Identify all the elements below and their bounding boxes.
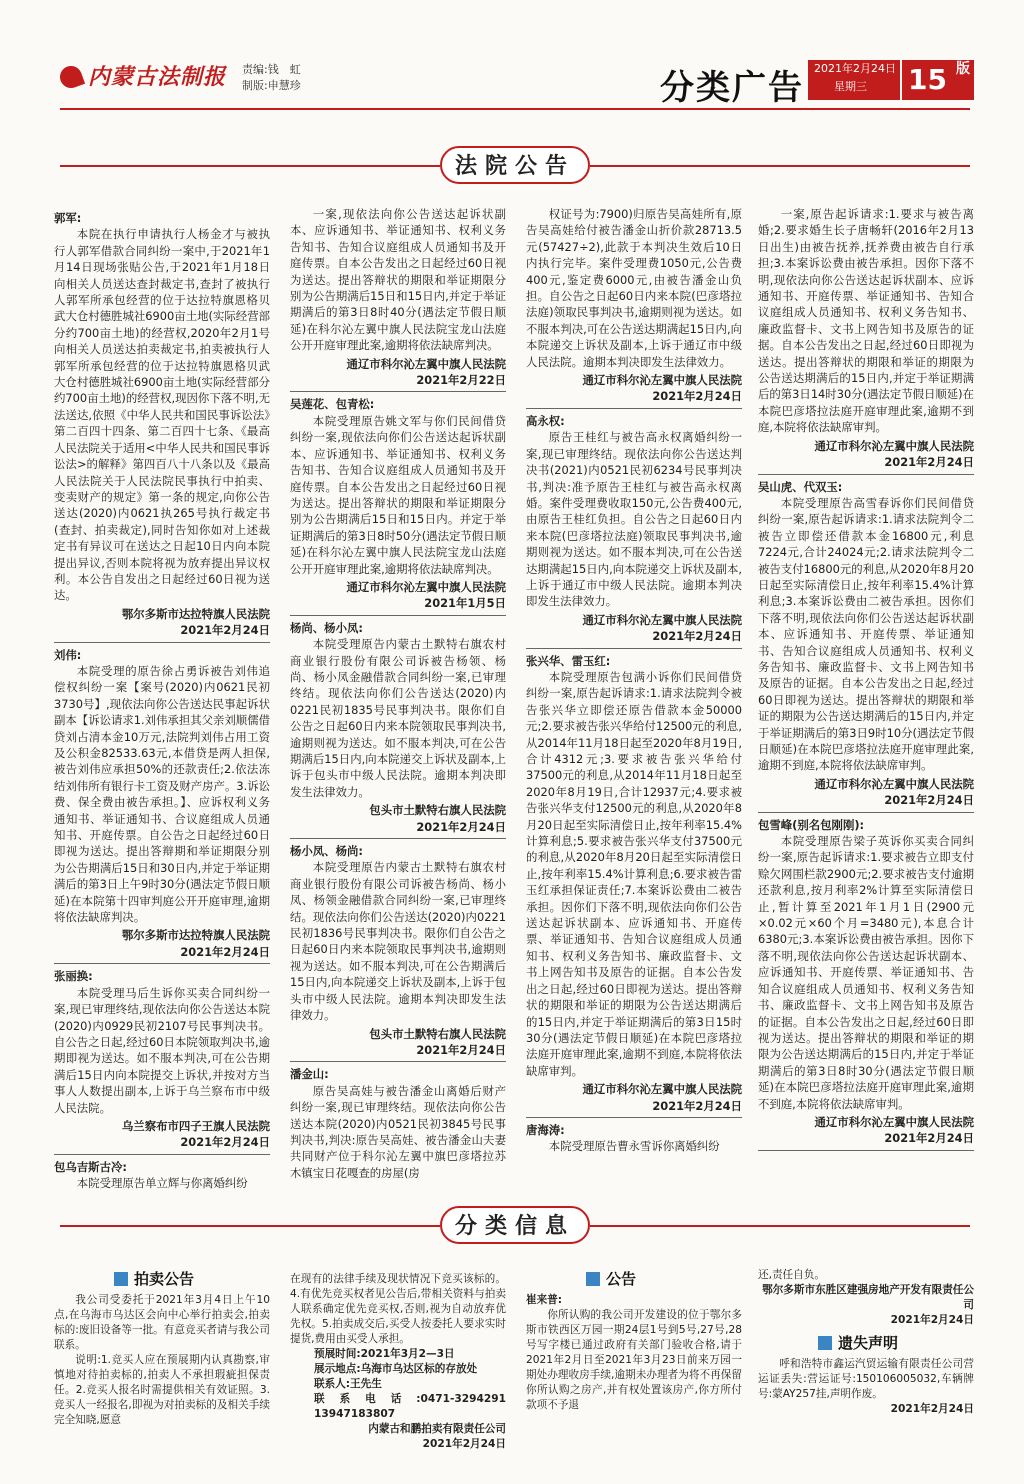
notice-addressee: 唐海涛: [526, 1122, 565, 1137]
notice-addressee: 吴莲花、包青松: [290, 397, 375, 412]
notice-body: 本院在执行申请执行人杨金才与被执行人郭军借款合同纠纷一案中,于2021年1月14日现场张贴公告,于2021年1月18日向相关人员送达查封裁定书,查封了被执行人郭军所承包经营的位于达拉特旗恩格贝武大仓村德胜城社6900亩土地(实际经营部分约700亩土地)的经营权,2020年2月1号向相关人员送达拍卖裁定书,拍卖被执行人郭军所承包经营的位于达拉特旗恩格贝武大仓村德胜城社6900亩土地(实际经营部分约700亩土地)的经营权,现因你下落不明,无法送达,依照《中华人民共和国民事诉讼法》第二百四十四条、第二百四十七条、《最高人民法院关于适用<中华人民共和国民事诉讼法>的解释》第四百八十八条以及《最高人民法院关于人民法院民事执行中拍卖、变卖财产的规定》第一条的规定,向你公告送达(2020)内0621执265号执行裁定书(查封、拍卖裁定),同时告知你如对上述裁定书有异议可在送达之日起10日内向本院提出异议,否则本院将视为放弃提出异议权利。本公告自发出之日起经过60日视为送达。 [54, 227, 270, 603]
header-rule [60, 108, 970, 110]
notice-addressee: 张丽换: [54, 969, 93, 984]
notice-court: 鄂尔多斯市达拉特旗人民法院 [121, 928, 270, 943]
notice-court: 通辽市科尔沁左翼中旗人民法院 [346, 579, 506, 594]
notice-body: 本院受理原告包满小诉你们民间借贷纠纷一案,原告起诉请求:1.请求法院判令被告张兴华立即偿还原告借款本金50000元;2.要求被告张兴华给付12500元的利息,从2014年11月18日起至2020年8月19日,合计4312元;3.要求被告张兴华给付37500元的利息,从2014年11月18日起至2020年8月19日,合计12937元;4.要求被告张兴华支付12500元的利息,从2020年8月20日起至实际清偿日止,按年利率15.4%计算利息;5.要求被告张兴华支付37500元的利息,从2020年8月20日起至实际清偿日止,按年利率15.4%计算利息;6.要求被告雷玉红承担保证责任;7.本案诉讼费由二被告承担。因你们下落不明,现依法向你们公告送达起诉状副本、应诉通知书、开庭传票、举证通知书、告知合议庭组成人员通知书、权利义务告知书、廉政监督卡、文书上网告知书及原告的证据。自本公告发出之日起,经过60日即视为送达。提出答辩状的期限和举证的期限为公告送达期满后的15日内,并定于举证期满后的第3日15时30分(遇法定节假日顺延)在本院巴彦塔拉法庭开庭审理此案,逾期不到庭,本院将依法缺席审判。 [526, 669, 742, 1078]
notice-body: 本院受理原告内蒙古土默特右旗农村商业银行股份有限公司诉被告杨尚、杨小凤、杨领金融借款合同纠纷一案,已审理终结。现依法向你们公告送达(2020)内0221民初1836号民事判决书。限你们自公告之日起60日内来本院领取民事判决书,逾期则视为送达。如不服本判决,可在公告期满后15日内,向本院递交上诉状及副本,上诉于包头市中级人民法院。逾期本判决即发生法律效力。 [290, 860, 506, 1023]
notice-body: 本院受理原告单立辉与你离婚纠纷 [76, 1176, 248, 1191]
notice-heading-text: 公告 [606, 1270, 637, 1288]
notice-body: 本院受理原告高雪春诉你们民间借贷纠纷一案,原告起诉请求:1.请求法院判令二被告立即偿还借款本金16800元,利息7224元,合计24024元;2.请求法院判令二被告支付16800元的利息,从2020年8月20日起至实际清偿日止,按年利率15.4%计算利息;3.本案诉讼费由二被告承担。因你们下落不明,现依法向你们公告送达起诉状副本、应诉通知书、开庭传票、举证通知书、告知合议庭组成人员通知书、权利义务告知书、廉政监督卡、文书上网告知书及原告的证据。自本公告发出之日起,经过60日即视为送达。提出答辩状的期限和举证的期限为公告送达期满后的15日内,并定于举证期满后的第3日9时10分(遇法定节假日顺延)在本院巴彦塔拉法庭开庭审理此案,逾期不到庭,本院将依法缺席审判。 [758, 495, 974, 773]
court-notice [54, 1159, 270, 1192]
notice-body: 本院受理原告内蒙古土默特右旗农村商业银行股份有限公司诉被告杨领、杨尚、杨小凤金融借款合同纠纷一案,已审理终结。现依法向你们公告送达(2020)内0221民初1835号民事判决书。限你们自公告之日起60日内来本院领取民事判决书,逾期则视为送达。如不服本判决,可在公告期满后15日内,向本院递交上诉状及副本,上诉于包头市中级人民法院。逾期本判决即发生法律效力。 [290, 637, 506, 799]
notice-body: 一案,原告起诉请求:1.要求与被告离婚;2.要求婚生长子唐畅轩(2016年2月13日出生)由被告抚养,抚养费由被告自行承担;3.本案诉讼费由被告承担。因你下落不明,现依法向你公告送达起诉状副本、应诉通知书、开庭传票、举证通知书、告知合议庭组成人员通知书、权利义务告知书、廉政监督卡、文书上网告知书及原告的证据。自本公告发出之日起,经过60日即视为送达。提出答辩状的期限和举证的期限为公告送达期满后的15日内,并定于举证期满后的第3日14时30分(遇法定节假日顺延)在本院巴彦塔拉法庭开庭审理此案,逾期不到庭,本院将依法缺席审判。 [758, 207, 974, 435]
notice-addressee: 潘金山: [290, 1067, 329, 1082]
notice-date: 2021年2月24日 [890, 1314, 974, 1326]
notice-date: 2021年2月24日 [526, 388, 742, 408]
notice-company: 鄂尔多斯市东胜区建强房地产开发有限责任公司 [762, 1284, 974, 1311]
notice-continued: 还,责任自负。 [758, 1269, 825, 1281]
masthead [60, 54, 976, 106]
auction-body: 我公司受委托于2021年3月4日上午10点,在乌海市乌达区会向中心举行拍卖会,拍卖标的:废旧设备等一批。有意竞买者请与我公司联系。 [54, 1294, 270, 1351]
notice-addressee: 杨尚、杨小凤: [290, 620, 363, 635]
notice-court: 通辽市科尔沁左翼中旗人民法院 [814, 438, 974, 453]
square-icon [818, 1336, 832, 1350]
notice-body: 本院受理马后生诉你买卖合同纠纷一案,现已审理终结,现依法向你公告送达本院(2020)内0929民初2107号民事判决书。自公告之日起,经过60日本院领取判决书,逾期即视为送达。如不服本判决,可在公告期满后15日内向本院提交上诉状,并按对方当事人人数提出副本,上诉于乌兰察布市中级人民法院。 [54, 985, 270, 1115]
auction-column-cont [290, 1264, 517, 1452]
notice-court: 包头市土默特右旗人民法院 [369, 1026, 506, 1041]
court-notice [526, 1122, 742, 1155]
production-label: 制版:申慧珍 [242, 79, 301, 92]
auction-company: 内蒙古和鹏拍卖有限责任公司 [368, 1423, 506, 1435]
auction-heading [114, 1272, 270, 1287]
banner-line-right [590, 1225, 970, 1227]
court-notice [290, 1066, 506, 1181]
classified-banner [60, 1206, 970, 1246]
page-number: 15 [908, 63, 947, 96]
issue-date: 2021年2月24日 [814, 62, 896, 75]
court-notice [758, 817, 974, 1151]
notice-addressee: 郭军: [54, 211, 82, 225]
notice-court: 通辽市科尔沁左翼中旗人民法院 [582, 612, 742, 627]
notice-body: 一案,现依法向你公告送达起诉状副本、应诉通知书、举证通知书、权利义务告知书、告知合议庭组成人员通知书及开庭传票。自本公告发出之日起经过60日视为送达。提出答辩状的期限和举证期限分别为公告期满后15日和15日内,并定于举证期满后的第3日8时40分(遇法定节假日顺延)在科尔沁左翼中旗人民法院宝龙山法庭公开开庭审理此案,逾期将依法缺席判决。 [290, 207, 506, 353]
notice-date: 2021年2月24日 [54, 944, 270, 964]
court-notice [526, 206, 742, 409]
notice-addressee: 高永权: [526, 413, 565, 428]
auction-notes: 说明:1.竞买人应在预展期内认真勘察,审慎地对待拍卖标的,拍卖人不承担瑕疵担保责任。2.竞买人报名时需提供相关有效证照。3.竞买人一经报名,即视为对拍卖标的及相关手续完全知晓,愿意 [54, 1354, 270, 1426]
notice-column-4 [758, 206, 974, 1154]
paper-name: 内蒙古法制报 [88, 64, 227, 90]
lost-heading [818, 1336, 974, 1351]
page-number-box [902, 60, 974, 100]
court-notice [758, 206, 974, 475]
classified-title: 分类信息 [440, 1206, 590, 1244]
notice-column-3 [526, 206, 742, 1155]
court-notice [290, 843, 506, 1062]
court-notices [54, 206, 974, 1191]
court-notice-banner [60, 146, 970, 186]
notice-addressee: 吴山虎、代双玉: [758, 479, 843, 494]
court-notice [526, 413, 742, 649]
notice-date: 2021年2月24日 [758, 1130, 974, 1150]
page-suffix: 版 [956, 61, 970, 77]
notice-body: 权证号为:7900)归原告吴高娃所有,原告吴高娃给付被告潘金山折价款28713.5元(57427÷2),此款于本判决生效后10日内执行完毕。案件受理费1050元,公告费400元,鉴定费6000元,由被告潘金山负担。自公告之日起60日内来本院(巴彦塔拉法庭)领取民事判决书,逾期则视为送达。如不服本判决,可在公告送达期满起15日内,向本院递交上诉状及副本,上诉于通辽市中级人民法院。逾期本判决即发生法律效力。 [526, 207, 742, 369]
banner-line-right [590, 165, 970, 167]
banner-line-left [60, 165, 440, 167]
notice-column [526, 1264, 742, 1413]
notice-body: 原告吴高娃与被告潘金山离婚后财产纠纷一案,现已审理终结。现依法向你公告送达本院(2020)内0521民初3845号民事判决书,判决:原告吴高娃、被告潘金山夫妻共同财产位于科尔沁左翼中旗巴彦塔拉苏木镇宝日花嘎查的房屋(房 [290, 1083, 506, 1180]
notice-body: 本院受理原告梁子英诉你买卖合同纠纷一案,原告起诉请求:1.要求被告立即支付赊欠网围栏款2900元;2.要求被告支付逾期还款利息,按月利率2%计算至实际清偿日止,暂计算至2021年1月1日(2900元×0.02元×60个月=3480元),本息合计6380元;3.本案诉讼费由被告承担。因你下落不明,现依法向你公告送达起诉状副本、应诉通知书、开庭传票、举证通知书、告知合议庭组成人员通知书、权利义务告知书、廉政监督卡、文书上网告知书及原告的证据。自本公告发出之日起,经过60日即视为送达。提出答辩状的期限和举证的期限为公告送达期满后的15日内,并定于举证期满后的第3日8时30分(遇法定节假日顺延)在本院巴彦塔拉法庭开庭审理此案,逾期不到庭,本院将依法缺席审判。 [758, 834, 974, 1111]
notice-addressee: 包雪峰(别名包刚刚): [758, 817, 865, 832]
notice-date: 2021年1月5日 [290, 595, 506, 615]
lost-body: 呼和浩特市鑫运汽贸运输有限责任公司营运证丢失:营运证号:150106005032,车辆牌号:蒙AY257挂,声明作废。 [758, 1358, 974, 1400]
notice-date: 2021年2月24日 [758, 792, 974, 812]
auction-continued: 在现有的法律手续及现状情况下竞买该标的。4.有优先竞买权者见公告后,带相关资料与拍卖人联系确定优先竞买权,否则,视为自动放弃优先权。5.拍卖成交后,买受人按委托人要求实时提货,费用由买受人承担。 [290, 1273, 506, 1345]
notice-date: 2021年2月24日 [54, 1134, 270, 1154]
banner-line-left [60, 1225, 440, 1227]
notice-column-1 [54, 206, 270, 1192]
court-notice [758, 479, 974, 813]
notice-date: 2021年2月24日 [54, 622, 270, 642]
editor-credits [242, 62, 301, 94]
notice-court: 通辽市科尔沁左翼中旗人民法院 [582, 373, 742, 388]
notice-court: 通辽市科尔沁左翼中旗人民法院 [582, 1082, 742, 1097]
auction-date: 2021年2月24日 [422, 1438, 506, 1450]
notice-body: 本院受理原告曹永雪诉你离婚纠纷 [548, 1139, 720, 1154]
notice-court: 鄂尔多斯市达拉特旗人民法院 [121, 606, 270, 621]
notice-column-2 [290, 206, 506, 1181]
date-box [808, 60, 900, 100]
notice-addressee: 刘伟: [54, 647, 82, 662]
lost-column [758, 1264, 974, 1417]
notice-body: 本院受理原告姚文军与你们民间借贷纠纷一案,现依法向你们公告送达起诉状副本、应诉通知书、举证通知书、权利义务告知书、告知合议庭组成人员通知书及开庭传票。自本公告发出之日起经过60日视为送达。提出答辩状的期限和举证期限分别为公告期满后15日和15日内。并定于举证期满后的第3日8时50分(遇法定节假日顺延)在科尔沁左翼中旗人民法院宝龙山法庭公开开庭审理此案,逾期将依法缺席判决。 [290, 413, 506, 576]
auction-preview: 预展时间:2021年3月2—3日 [314, 1348, 455, 1360]
notice-date: 2021年2月24日 [758, 454, 974, 474]
notice-heading [586, 1272, 742, 1287]
auction-phone: 联系电话:0471-3294291 13947183807 [314, 1393, 517, 1420]
court-notice-title: 法院公告 [440, 146, 590, 184]
court-notice [54, 968, 270, 1154]
editor-label: 责编:钱 虹 [242, 63, 301, 76]
section-title: 分类广告 [660, 68, 804, 108]
notice-date: 2021年2月24日 [290, 1042, 506, 1062]
notice-body: 本院受理的原告徐占勇诉被告刘伟追偿权纠纷一案【案号(2020)内0621民初3730号】,现依法向你公告送达民事起诉状副本【诉讼请求1.刘伟承担其父亲刘顺儒借贷刘占清本金10万元,法院判刘伟占用工资及公积金82533.63元,本借贷是两人担保,被告刘伟应承担50%的还款责任;2.依法冻结刘伟所有银行卡工资及财产房产。3.诉讼费、保全费由被告承担。】、应诉权利义务通知书、举证通知书、合议庭组成人员通知书、开庭传票。自公告之日起经过60日即视为送达。提出答辩期和举证期限分别为公告期满后15日和30日内,并定于举证期满后的第3日上午9时30分(遇法定节假日顺延)在本院第十四审判庭公开开庭审理,逾期将依法缺席判决。 [54, 663, 270, 925]
court-notice [290, 206, 506, 392]
lost-heading-text: 遗失声明 [838, 1334, 899, 1352]
court-notice [290, 620, 506, 839]
square-icon [586, 1272, 600, 1286]
notice-body: 你所认购的我公司开发建设的位于鄂尔多斯市铁西区万园一期24层1号到5号,27号,28号写字楼已通过政府有关部门验收合格,请于2021年2月日至2021年3月23日前来万园一期处办理收房手续,逾期未办理者为将不再保留你所认购之房产,并有权处置该房产,你方所付款项不予退 [526, 1309, 742, 1411]
court-notice [290, 396, 506, 615]
issue-weekday: 星期三 [834, 80, 867, 93]
notice-addressee: 崔来普: [526, 1294, 563, 1306]
notice-addressee: 包乌吉斯古冷: [54, 1159, 127, 1174]
notice-addressee: 杨小凤、杨尚: [290, 844, 363, 859]
auction-heading-text: 拍卖公告 [134, 1270, 195, 1288]
notice-court: 通辽市科尔沁左翼中旗人民法院 [814, 776, 974, 791]
classified-section [54, 1264, 974, 1474]
paper-logo [60, 60, 226, 91]
notice-court: 乌兰察布市四子王旗人民法院 [121, 1118, 270, 1133]
notice-court: 通辽市科尔沁左翼中旗人民法院 [346, 356, 506, 371]
notice-court: 包头市土默特右旗人民法院 [369, 803, 506, 818]
court-notice [526, 653, 742, 1118]
square-icon [114, 1272, 128, 1286]
notice-date: 2021年2月24日 [290, 819, 506, 839]
auction-contact: 联系人:王先生 [314, 1378, 382, 1390]
notice-date: 2021年2月24日 [526, 628, 742, 648]
notice-court: 通辽市科尔沁左翼中旗人民法院 [814, 1114, 974, 1129]
notice-addressee: 张兴华、雷玉红: [526, 653, 611, 668]
logo-icon [57, 63, 85, 91]
auction-column [54, 1264, 270, 1428]
notice-date: 2021年2月22日 [290, 372, 506, 392]
court-notice [54, 210, 270, 643]
court-notice [54, 647, 270, 965]
notice-body: 原告王桂红与被告高永权离婚纠纷一案,现已审理终结。现依法向你公告送达判决书(2021)内0521民初6234号民事判决书,判决:准予原告王桂红与被告高永权离婚。案件受理费收取150元,公告费400元,由原告王桂红负担。自公告之日起60日内来本院(巴彦塔拉法庭)领取民事判决书,逾期则视为送达。如不服本判决,可在公告送达期满起15日内,向本院递交上诉状及副本,上诉于通辽市中级人民法院。逾期本判决即发生法律效力。 [526, 430, 742, 609]
lost-date: 2021年2月24日 [890, 1403, 974, 1415]
notice-date: 2021年2月24日 [526, 1098, 742, 1118]
auction-place: 展示地点:乌海市乌达区标的存放处 [314, 1363, 478, 1375]
